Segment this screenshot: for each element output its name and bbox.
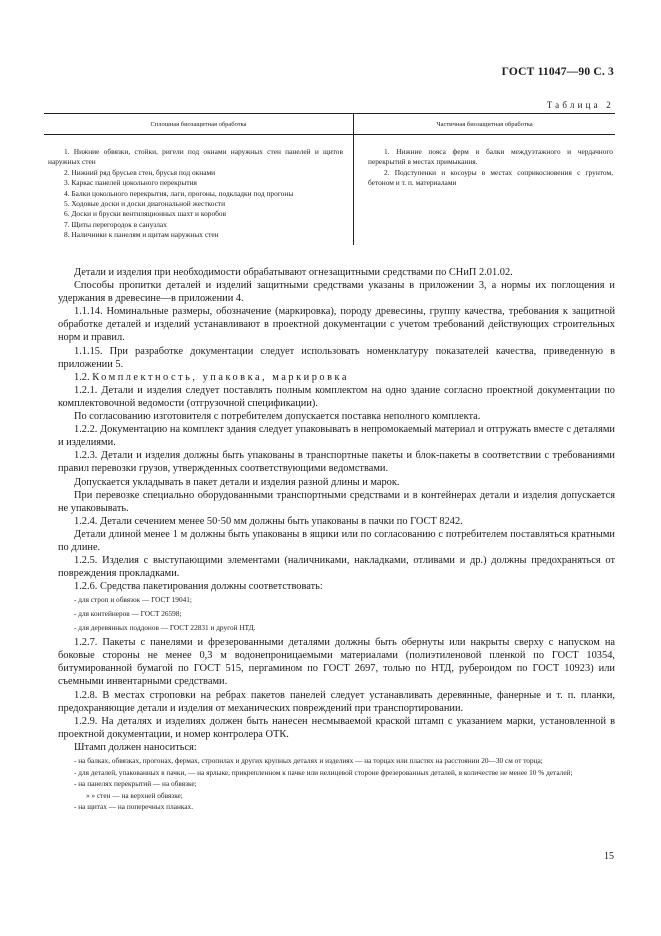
list-item: » » стен — на верхней обвязке; (86, 790, 183, 800)
col2-cell (354, 135, 616, 245)
table-caption: Таблица 2 (546, 100, 614, 110)
paragraph: Допускается укладывать в пакет детали и изделия разной длины и марок. (74, 476, 400, 488)
list-item: - для деревянных поддонов — ГОСТ 22831 и другой НТД. (74, 622, 256, 632)
paragraph: 1.2.4. Детали сечением менее 50·50 мм должны быть упакованы в пачки по ГОСТ 8242. (74, 515, 463, 527)
paragraph: Штамп должен наноситься: (74, 741, 197, 753)
list-item: - на щитах — на поперечных планках. (74, 802, 194, 812)
col1-cell (44, 135, 354, 245)
list-item: 7. Щиты перегородок в санузлах (64, 219, 167, 229)
document-body (58, 266, 615, 813)
paragraph: 1.2.8. В местах строповки на ребрах пакетов панелей следует устанавливать деревянные, фанерные и т. п. планки, предохраняющие детали и изделия от механических повреждений при транспортировании. (58, 689, 615, 714)
list-item: - для строп и обвязок — ГОСТ 19041; (74, 595, 192, 605)
list-item: 2. Нижний ряд брусьев стен, брусья под окнами (64, 167, 216, 177)
paragraph: 1.2.5. Изделия с выступающими элементами (наличниками, накладками, отливами и др.) должны предохраняться от повреждения прокладками. (58, 555, 615, 580)
paragraph: 1.1.15. При разработке документации следует использовать номенклатуру показателей качества, приведенную в приложении 5. (58, 345, 615, 370)
list-item: - на балках, обвязках, прогонах, фермах, стропилах и других крупных деталях и изделиях — на торцах или пластях на расстоянии 20—30 см от торца; (74, 755, 543, 765)
paragraph: По согласованию изготовителя с потребителем допускается поставка неполного комплекта. (74, 411, 481, 423)
col1-header: Сплошная биозащитная обработка (44, 114, 354, 135)
page-header: ГОСТ 11047—90 С. 3 (501, 66, 614, 78)
list-item: 6. Доски и бруски вентиляционных шахт и коробов (64, 209, 227, 219)
list-item: 1. Нижние обвязки, стойки, ригели под окнами наружных стен панелей и щитов наружных стен (48, 147, 343, 167)
page-number: 15 (604, 851, 614, 862)
list-item: 1. Нижние пояса ферм и балки междуэтажного и чердачного перекрытий в местах примыкания. (368, 147, 613, 167)
paragraph: 1.2.9. На деталях и изделиях должен быть нанесен несмываемой краской штамп с указанием марки, установленной в проектной документации, и номер контролера ОТК. (58, 715, 615, 740)
paragraph: 1.2.7. Пакеты с панелями и фрезерованными деталями должны быть обернуты или накрыты сверху с напуском на боковые стороны не менее 0,3 м водонепроницаемыми материалами (полиэтиленовой пленкой по ГОСТ 10354, битумированной бумагой по ГОСТ 515, пергамином по ГОСТ 2697, толью по НТД, рубероидом по ГОСТ 10923) или съемными инвентарными средствами. (58, 637, 615, 688)
list-item: - на панелях перекрытий — на обвязке; (74, 779, 197, 789)
list-item: - для деталей, упакованных в пачки, — на ярлыке, прикрепленном к пачке или нелицевой стороне фрезерованных деталей, в количестве не менее 10 % деталей; (74, 767, 573, 777)
list-item: - для контейнеров — ГОСТ 26598; (74, 608, 182, 618)
table-row (44, 135, 615, 245)
paragraph: Детали длиной менее 1 м должны быть упакованы в ящики или по согласованию с потребителем поставляться кратными по длине. (58, 528, 615, 553)
col2-header: Частичная биозащитная обработка (354, 114, 616, 135)
paragraph: Детали и изделия при необходимости обрабатывают огнезащитными средствами по СНиП 2.01.02. (74, 267, 513, 278)
paragraph: 1.2.6. Средства пакетирования должны соответствовать: (74, 581, 323, 593)
table-grid (44, 113, 615, 245)
paragraph: 1.1.14. Номинальные размеры, обозначение (маркировка), породу древесины, группу качества, требования к защитной обработке деталей и изделий устанавливают в проектной документации с учетом требований действующих строительных норм и правил. (58, 306, 615, 344)
paragraph: 1.2.2. Документацию на комплект здания следует упаковывать в непромокаемый материал и отгружать вместе с деталями и изделиями. (58, 424, 615, 449)
list-item: 3. Каркас панелей цокольного перекрытия (64, 178, 197, 188)
treatment-table (44, 113, 615, 245)
paragraph: 1.2.3. Детали и изделия должны быть упакованы в транспортные пакеты и блок-пакеты в соответствии с требованиями правил перевозки грузов, утвержденных соответствующими ведомствами. (58, 450, 615, 475)
paragraph: При перевозке специально оборудованными транспортными средствами и в контейнерах детали и изделия допускается не упаковывать. (58, 489, 615, 514)
table-header-row (44, 114, 615, 135)
list-item: 2. Подступенки и косоуры в местах соприкосновения с грунтом, бетоном и т. п. материалами (368, 167, 613, 188)
section-title: Комплектность, упаковка, маркировка (92, 371, 350, 383)
list-item: 5. Ходовые доски и доски диагональной жесткости (64, 199, 226, 209)
list-item: 8. Наличники к панелям и щитам наружных стен (64, 230, 219, 240)
list-item: 4. Балки цокольного перекрытия, лаги, прогоны, подкладки под прогоны (64, 188, 294, 198)
section-number: 1.2. (74, 371, 90, 383)
paragraph: 1.2.1. Детали и изделия следует поставлять полным комплектом на одно здание согласно проектной документации по комплектовочной ведомости (отгрузочной спецификации). (58, 384, 615, 409)
section-heading (58, 371, 615, 384)
paragraph: Способы пропитки деталей и изделий защитными средствами указаны в приложении 3, а нормы их поглощения и удержания в древесине—в приложении 4. (58, 280, 615, 305)
